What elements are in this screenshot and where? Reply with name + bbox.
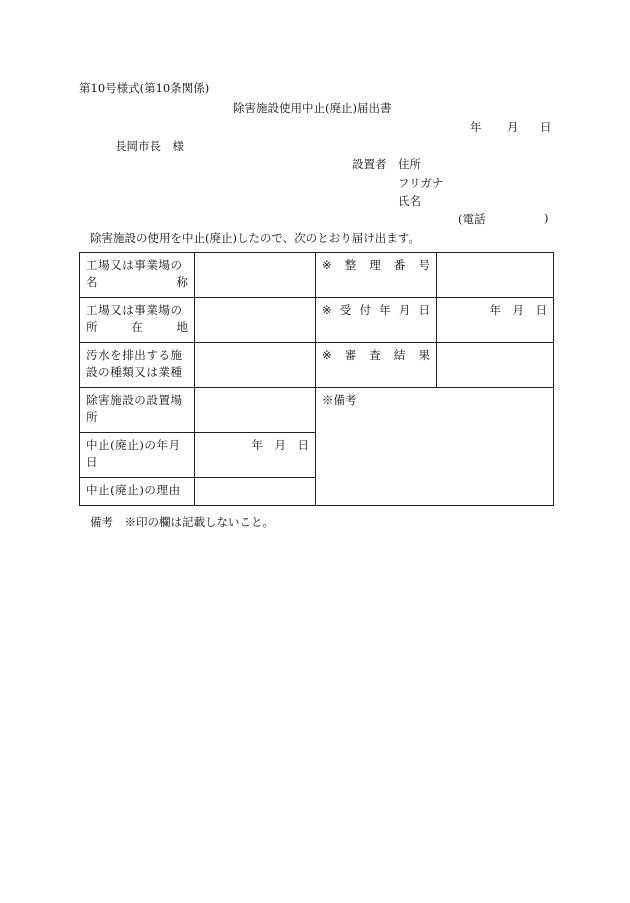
received-date-value: 年 月 日	[489, 303, 547, 317]
date-year-label: 年	[470, 120, 482, 134]
address-label: 住所	[398, 157, 421, 171]
removal-location-label: 除害施設の設置場 所	[80, 388, 195, 433]
stop-date-value: 年 月 日	[251, 438, 309, 452]
ref-number-label: ※ 整 理 番 号	[316, 253, 437, 298]
footer-note: 備考 ※印の欄は記載しないこと。	[90, 515, 274, 529]
factory-location-label: 工場又は事業場の 所 在 地	[80, 298, 195, 343]
removal-location-field[interactable]	[195, 388, 316, 433]
received-date-field	[437, 298, 554, 343]
form-number: 第10号様式(第10条関係)	[79, 81, 210, 95]
stop-date-label: 中止(廃止)の年月 日	[80, 433, 195, 478]
name-label: 氏名	[398, 194, 421, 208]
facility-type-label: 汚水を排出する施 設の種類又は業種	[80, 343, 195, 388]
remarks-label: ※備考	[322, 393, 357, 407]
stop-reason-label: 中止(廃止)の理由	[80, 478, 195, 506]
date-month-label: 月	[507, 120, 519, 134]
received-date-label: ※ 受 付 年 月 日	[316, 298, 437, 343]
stop-reason-field[interactable]	[195, 478, 316, 506]
intro-text: 除害施設の使用を中止(廃止)したので、次のとおり届け出ます。	[90, 231, 420, 245]
phone-close: )	[544, 211, 549, 225]
furigana-label: フリガナ	[398, 176, 444, 190]
ref-number-field	[437, 253, 554, 298]
phone-label: (電話	[458, 212, 486, 226]
remarks-cell	[316, 388, 554, 506]
review-result-label: ※ 審 査 結 果	[316, 343, 437, 388]
review-result-field	[437, 343, 554, 388]
factory-name-field[interactable]	[195, 253, 316, 298]
addressee: 長岡市長 様	[115, 139, 184, 153]
form-title: 除害施設使用中止(廃止)届出書	[233, 101, 392, 115]
facility-type-field[interactable]	[195, 343, 316, 388]
stop-date-field[interactable]	[195, 433, 316, 478]
date-day-label: 日	[540, 120, 552, 134]
factory-location-field[interactable]	[195, 298, 316, 343]
applicant-role: 設置者	[352, 157, 387, 171]
factory-name-label: 工場又は事業場の 名 称	[80, 253, 195, 298]
notification-table	[79, 252, 554, 506]
